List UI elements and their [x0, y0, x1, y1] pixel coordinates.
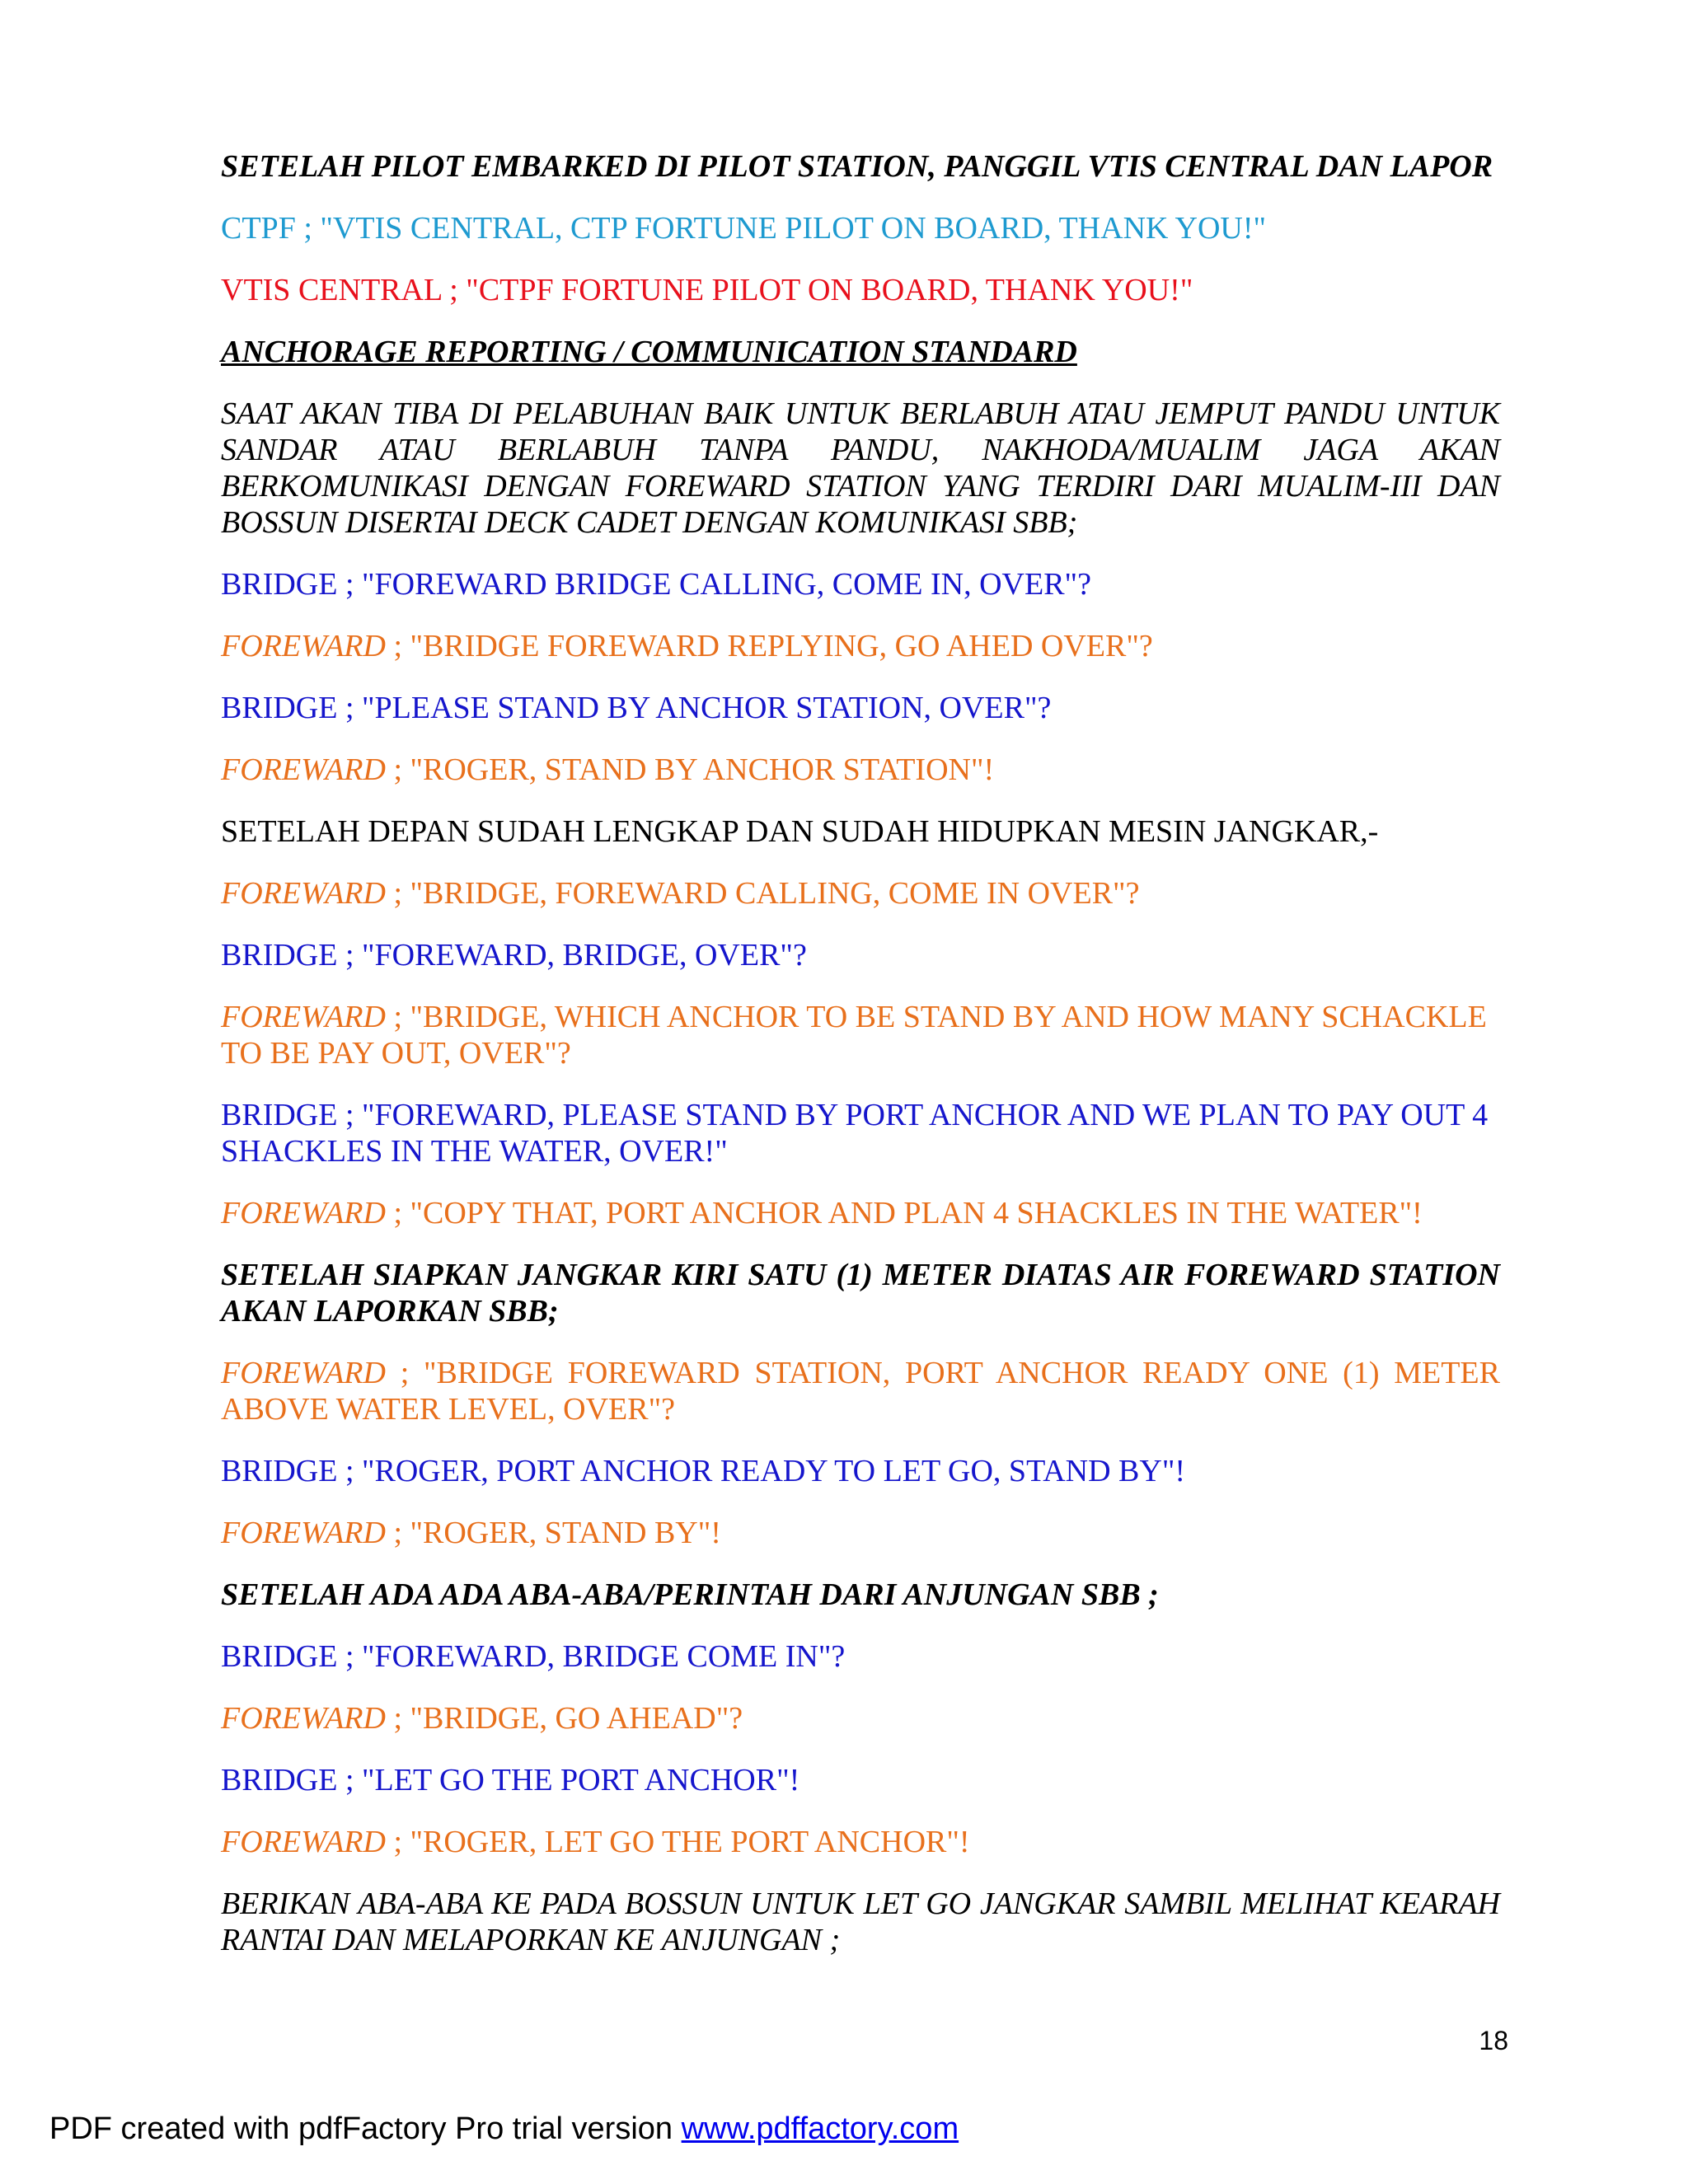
- radio-line-ctpf: [221, 210, 1500, 246]
- message-text: ; "BRIDGE, GO AHEAD"?: [385, 1701, 743, 1736]
- message-text: ; "ROGER, LET GO THE PORT ANCHOR"!: [385, 1825, 970, 1859]
- speaker-label: FOREWARD: [221, 752, 386, 787]
- message-text: ; "LET GO THE PORT ANCHOR"!: [337, 1763, 800, 1797]
- speaker-label: VTIS CENTRAL: [221, 273, 442, 307]
- radio-line-foreward: [221, 875, 1500, 912]
- pdf-footer: [49, 2111, 959, 2147]
- narration-paragraph: SAAT AKAN TIBA DI PELABUHAN BAIK UNTUK BERLABUH ATAU JEMPUT PANDU UNTUK SANDAR ATAU BERLABUH TANPA PANDU, NAKHODA/MUALIM JAGA AKAN BERKOMUNIKASI DENGAN FOREWARD STATION YANG TERDIRI DARI MUALIM-III DAN BOSSUN DISERTAI DECK CADET DENGAN KOMUNIKASI SBB;: [221, 396, 1500, 540]
- speaker-label: BRIDGE: [221, 691, 338, 725]
- radio-line-bridge: [221, 937, 1500, 973]
- message-text: ; "ROGER, STAND BY ANCHOR STATION"!: [385, 752, 995, 787]
- message-text: ; "FOREWARD BRIDGE CALLING, COME IN, OVER"?: [337, 567, 1091, 602]
- plain-paragraph: SETELAH DEPAN SUDAH LENGKAP DAN SUDAH HIDUPKAN MESIN JANGKAR,-: [221, 814, 1379, 849]
- document-body: [221, 148, 1500, 1984]
- radio-line-bridge: [221, 1638, 1500, 1675]
- speaker-label: FOREWARD: [221, 876, 386, 911]
- speaker-label: FOREWARD: [221, 1516, 386, 1550]
- speaker-label: FOREWARD: [221, 1000, 386, 1034]
- message-text: ; "ROGER, PORT ANCHOR READY TO LET GO, STAND BY"!: [337, 1454, 1186, 1488]
- footer-text: PDF created with pdfFactory Pro trial version: [49, 2111, 682, 2146]
- section-heading: SETELAH ADA ADA ABA-ABA/PERINTAH DARI ANJUNGAN SBB ;: [221, 1577, 1159, 1612]
- speaker-label: FOREWARD: [221, 1825, 386, 1859]
- narration-paragraph: BERIKAN ABA-ABA KE PADA BOSSUN UNTUK LET GO JANGKAR SAMBIL MELIHAT KEARAH RANTAI DAN MELAPORKAN KE ANJUNGAN ;: [221, 1886, 1500, 1957]
- message-text: ; "COPY THAT, PORT ANCHOR AND PLAN 4 SHACKLES IN THE WATER"!: [385, 1196, 1423, 1230]
- radio-line-foreward: [221, 752, 1500, 788]
- radio-line-foreward: [221, 1195, 1500, 1231]
- section-heading: SETELAH PILOT EMBARKED DI PILOT STATION, PANGGIL VTIS CENTRAL DAN LAPOR: [221, 149, 1493, 184]
- message-text: ; "BRIDGE, FOREWARD CALLING, COME IN OVER"?: [385, 876, 1140, 911]
- radio-line-bridge: [221, 566, 1500, 602]
- section-heading: ANCHORAGE REPORTING / COMMUNICATION STANDARD: [221, 335, 1077, 369]
- radio-line-bridge: [221, 1762, 1500, 1798]
- radio-line-bridge: [221, 1097, 1500, 1169]
- radio-line-bridge: [221, 690, 1500, 726]
- message-text: ; "FOREWARD, BRIDGE, OVER"?: [337, 938, 807, 972]
- message-text: ; "BRIDGE FOREWARD STATION, PORT ANCHOR READY ONE (1) METER ABOVE WATER LEVEL, OVER"?: [221, 1356, 1500, 1427]
- radio-line-foreward: [221, 1515, 1500, 1551]
- speaker-label: BRIDGE: [221, 1454, 338, 1488]
- speaker-label: BRIDGE: [221, 1098, 338, 1132]
- radio-line-foreward: [221, 1824, 1500, 1860]
- message-text: ; "ROGER, STAND BY"!: [385, 1516, 721, 1550]
- message-text: ; "CTPF FORTUNE PILOT ON BOARD, THANK YOU!": [441, 273, 1193, 307]
- radio-line-foreward: [221, 1355, 1500, 1427]
- radio-line-vtis: [221, 272, 1500, 308]
- message-text: ; "FOREWARD, PLEASE STAND BY PORT ANCHOR AND WE PLAN TO PAY OUT 4 SHACKLES IN THE WATER, OVER!": [221, 1098, 1489, 1169]
- speaker-label: BRIDGE: [221, 567, 338, 602]
- section-heading: SETELAH SIAPKAN JANGKAR KIRI SATU (1) METER DIATAS AIR FOREWARD STATION AKAN LAPORKAN SBB;: [221, 1258, 1500, 1329]
- speaker-label: FOREWARD: [221, 1701, 386, 1736]
- radio-line-foreward: [221, 628, 1500, 664]
- speaker-label: FOREWARD: [221, 1196, 386, 1230]
- speaker-label: FOREWARD: [221, 629, 386, 663]
- radio-line-foreward: [221, 1700, 1500, 1736]
- speaker-label: BRIDGE: [221, 1639, 338, 1674]
- page-number: 18: [1479, 2026, 1508, 2055]
- speaker-label: BRIDGE: [221, 938, 338, 972]
- message-text: ; "VTIS CENTRAL, CTP FORTUNE PILOT ON BOARD, THANK YOU!": [295, 211, 1267, 246]
- footer-link[interactable]: www.pdffactory.com: [681, 2111, 959, 2146]
- message-text: ; "PLEASE STAND BY ANCHOR STATION, OVER"?: [337, 691, 1052, 725]
- speaker-label: CTPF: [221, 211, 296, 246]
- radio-line-foreward: [221, 999, 1500, 1071]
- message-text: ; "BRIDGE, WHICH ANCHOR TO BE STAND BY AND HOW MANY SCHACKLE TO BE PAY OUT, OVER"?: [221, 1000, 1487, 1071]
- speaker-label: FOREWARD: [221, 1356, 386, 1390]
- message-text: ; "FOREWARD, BRIDGE COME IN"?: [337, 1639, 846, 1674]
- speaker-label: BRIDGE: [221, 1763, 338, 1797]
- radio-line-bridge: [221, 1453, 1500, 1489]
- message-text: ; "BRIDGE FOREWARD REPLYING, GO AHED OVER"?: [385, 629, 1153, 663]
